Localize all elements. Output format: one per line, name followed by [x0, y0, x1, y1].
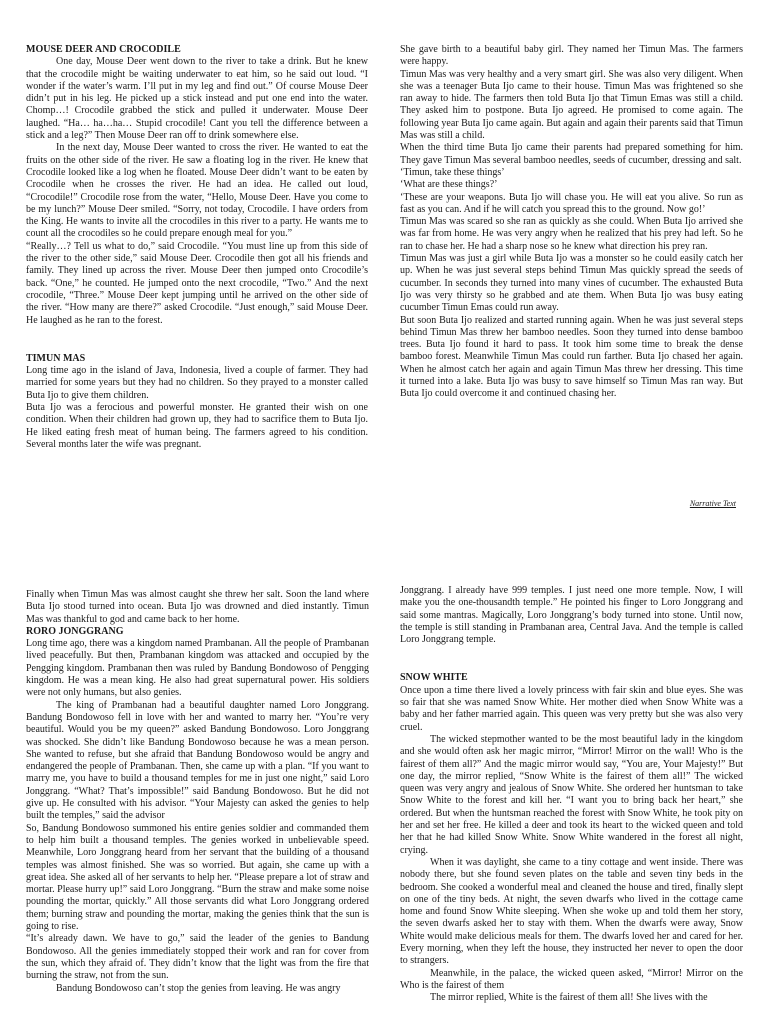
paragraph: So, Bandung Bondowoso summoned his entire genies soldier and commanded them to help him built a thousand temples. The genies worked in unbelievable speed. Meanwhile, Loro Jonggrang heard from her servant that the building of a thousand temples was almost finished. She was so worried. But again, she came up with a great idea. She asked all of her servants to help her. “Please prepare a lot of straw and mortar. Please hurry up!” said Loro Jonggrang. “Burn the straw and make some noise pounding the mortar, quickly.” All those servants did what Loro Jonggrang ordered them; burning straw and pounding the mortar, making the genies think that the sun is going to rise.: [26, 822, 369, 933]
document-page-bottom: [0, 575, 768, 1024]
paragraph: In the next day, Mouse Deer wanted to cross the river. He wanted to eat the fruits on the other side of the river. He saw a floating log in the river. He knew that Crocodile looked like a log when he floated. Mouse Deer didn’t want to be eaten by Crocodile when he crosses the river. He had an idea. He called out loud, “Crocodile!” Crocodile rose from the water, “Hello, Mouse Deer. Have you come to be my lunch?” Mouse Deer smiled. “Sorry, not today, Crocodile. I have orders from the King. He wants to invite all the crocodiles in this river to a party. He wants me to count all the crocodiles so he could prepare enough meal for you.”: [26, 142, 368, 240]
paragraph: She gave birth to a beautiful baby girl. They named her Timun Mas. The farmers were happy.: [400, 44, 743, 68]
page-footer-label: Narrative Text: [689, 499, 736, 508]
paragraph: ‘These are your weapons. Buta Ijo will chase you. He will eat you alive. So run as fast as you can. And if he will catch you spread this to the ground. Now go!’: [400, 191, 743, 215]
dialogue-line: ‘What are these things?’: [400, 179, 498, 191]
paragraph: Long time ago, there was a kingdom named Prambanan. All the people of Prambanan lived peacefully. But then, Prambanan kingdom was attacked and occupied by the Pengging kingdom. Prambanan then was ruled by Bandung Bondowoso of Pengging kingdom. He was a mean king. He also had great supernatural power. His soldiers were not only humans, but also genies.: [26, 638, 369, 699]
paragraph: Jonggrang. I already have 999 temples. I just need one more temple. Now, I will make you the one-thousandth temple.” He pointed his finger to Loro Jonggrang and said some mantras. Magically, Loro Jonggrang’s body turned into stone. Until now, the temple is still standing in Prambanan area, Central Java. And the temple is called Loro Jonggrang temple.: [400, 585, 743, 646]
paragraph: The wicked stepmother wanted to be the most beautiful lady in the kingdom and she would often ask her magic mirror, “Mirror! Mirror on the wall! Who is the fairest of them all?” And the magic mirror would say, “You are, Your Majesty!” But one day, the mirror replied, “Snow White is the fairest of them all!” The wicked queen was very angry and jealous of Snow White. She ordered her huntsman to take Snow White to the forest and kill her. “I want you to bring back her heart,” she ordered. But when the huntsman reached the forest with Snow White, he took pity on her and set her free. He killed a deer and took its heart to the wicked queen and told her that he had killed Snow White. Snow White wandered in the forest all night, crying.: [400, 733, 743, 856]
dialogue-line: ‘Timun, take these things’: [400, 166, 505, 178]
story-title-roro-jonggrang: RORO JONGGRANG: [26, 625, 124, 637]
paragraph: But soon Buta Ijo realized and started running again. When he was just several steps behind Timun Mas threw her bamboo needles. Soon they turned into dense bamboo trees. Buta Ijo found it hard to pass. It took him some time to break the dense bamboo forest. Meanwhile Timun Mas could run farther. Buta Ijo chased her again. When he almost catch her again and again Timun Mas threw her dressing. This time it turned into a lake. Buta Ijo was busy to save himself so Timun Mas ran way. But Buta Ijo could overcome it and continued chasing her.: [400, 314, 743, 400]
story-title-mouse-deer: MOUSE DEER AND CROCODILE: [26, 44, 181, 55]
paragraph: When the third time Buta Ijo came their parents had prepared something for him. They gave Timun Mas several bamboo needles, seeds of cucumber, dressing and salt.: [400, 142, 743, 166]
paragraph: Meanwhile, in the palace, the wicked queen asked, “Mirror! Mirror on the Who is the fairest of them: [400, 967, 743, 991]
paragraph: The mirror replied, White is the fairest of them all! She lives with the: [430, 992, 708, 1004]
paragraph: “It’s already dawn. We have to go,” said the leader of the genies to Bandung Bondowoso. All the genies immediately stopped their work and ran for cover from the sun, which they afraid of. They didn’t know that the light was from the fire that burning the straw, not from the sun.: [26, 933, 369, 982]
right-column: [400, 585, 743, 1005]
story-title-snow-white: SNOW WHITE: [400, 672, 468, 684]
story-title-timun-mas: TIMUN MAS: [26, 352, 86, 364]
paragraph: Once upon a time there lived a lovely princess with fair skin and blue eyes. She was so fair that she was named Snow White. Her mother died when Snow White was a baby and her father married again. This queen was very pretty but she was also very cruel.: [400, 684, 743, 733]
paragraph: Timun Mas was very healthy and a very smart girl. She was also very diligent. When she was a teenager Buta Ijo came to their house. Timun Mas was frightened so she ran away to hide. The farmers then told Buta Ijo that Timun Emas was still a child. They asked him to postpone. Buta Ijo agreed. He promised to come again. The following year Buta Ijo came again. But again and again their parents said that Timun Mas was still a child.: [400, 68, 743, 142]
paragraph: Bandung Bondowoso can’t stop the genies from leaving. He was angry: [56, 982, 341, 994]
paragraph: Finally when Timun Mas was almost caught she threw her salt. Soon the land where Buta Ijo stood turned into ocean. Buta Ijo was drowned and died instantly. Timun Mas was thankful to god and came back to her home.: [26, 589, 369, 625]
paragraph: Buta Ijo was a ferocious and powerful monster. He granted their wish on one condition. When their children had grown up, they had to sacrifice them to Buta Ijo. He liked eating fresh meat of human being. The farmers agreed to his condition. Several months later the wife was pregnant.: [26, 402, 368, 450]
paragraph: One day, Mouse Deer went down to the river to take a drink. But he knew that the crocodile might be waiting underwater to eat him, so he said out loud. “I wonder if the water’s warm. I’ll put in my leg and find out.” Of course Mouse Deer didn’t put in his leg. He picked up a stick instead and put one end into the water. Chomp…! Crocodile grabbed the stick and pulled it underwater. Mouse Deer laughed. “Ha… ha…ha… Stupid crocodile! Cant you tell the difference between a stick and a leg?” Then Mouse Deer ran off to drink somewhere else.: [26, 56, 368, 142]
paragraph: The king of Prambanan had a beautiful daughter named Loro Jonggrang. Bandung Bondowoso fell in love with her and wanted to marry her. “You’re very beautiful. Would you be my queen?” asked Bandung Bondowoso. Loro Jonggrang was shocked. She didn’t like Bandung Bondowoso because he was a mean person. She wanted to refuse, but she afraid that Bandung Bondowoso would be angry and endangered the people of Prambanan. Then, she came up with a plan. “If you want to marry me, you have to build a thousand temples for me in just one night,” said Loro Jonggrang. “What? That’s impossible!” said Bandung Bondowoso. But he did not give up. He consulted with his advisor. “Your Majesty can asked the genies to help built the temples,” said the advisor: [26, 699, 369, 822]
paragraph: Timun Mas was just a girl while Buta Ijo was a monster so he could easily catch her up. When he was just several steps behind Timun Mas quickly spread the seeds of cucumber. In seconds they turned into many vines of cucumber. The exhausted Buta Ijo was very thirsty so he grabbed and ate them. When Buta Ijo was busy eating cucumber Timun Emas could run away.: [400, 253, 743, 314]
left-column: [26, 44, 368, 451]
paragraph: Timun Mas was scared so she ran as quickly as she could. When Buta Ijo arrived she was far from home. He was very angry when he realized that his prey had left. So he ran to chase her. He had a sharp nose so he knew what direction his prey ran.: [400, 216, 743, 252]
right-column: [400, 44, 743, 401]
paragraph: “Really…? Tell us what to do,” said Crocodile. “You must line up from this side of the river to the other side,” said Mouse Deer. Crocodile then got all his friends and family. They lined up across the river. Mouse Deer then jumped onto Crocodile’s back. “One,” he counted. He jumped onto the next crocodile, “Two.” And the next crocodile, “Three.” Mouse Deer kept jumping until he arrived on the other side of the river. “How many are there?” asked Crocodile. “Just enough,” said Mouse Deer. He laughed as he ran to the forest.: [26, 240, 368, 326]
left-column: [26, 589, 369, 995]
paragraph: When it was daylight, she came to a tiny cottage and went inside. There was nobody there, but she found seven plates on the table and seven tiny beds in the bedroom. She cooked a wonderful meal and cleaned the house and tired, finally slept on one of the tiny beds. At night, the seven dwarfs who lived in the cottage came home and found Snow White sleeping. When she woke up and told them her story, the seven dwarfs asked her to stay with them. When the dwarfs were away, Snow White would make delicious meals for them. The dwarfs loved her and cared for her. Every morning, when they left the house, they instructed her never to open the door to strangers.: [400, 856, 743, 967]
paragraph: Long time ago in the island of Java, Indonesia, lived a couple of farmer. They had married for some years but they had no children. So they prayed to a monster called Buta Ijo to give them children.: [26, 365, 368, 401]
